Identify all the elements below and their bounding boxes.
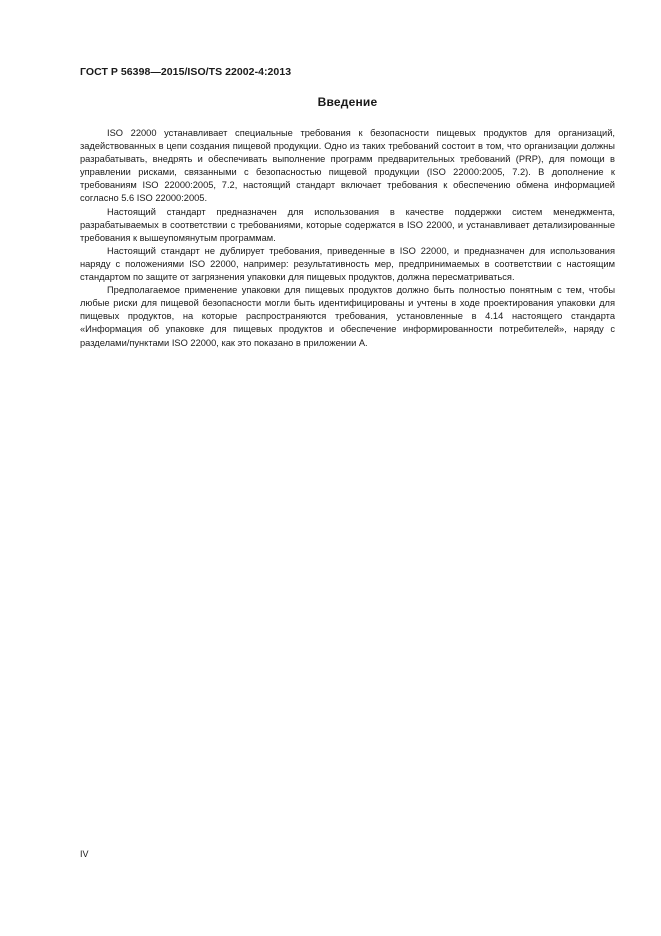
paragraph: Настоящий стандарт не дублирует требования, приведенные в ISO 22000, и предназначен для использования наряду с положениями ISO 22000, например: результативность мер, предпринимаемых в соответствии с настоящим стандартом по защите от загрязнения упаковки для пищевых продуктов, должна пересматриваться.: [80, 245, 615, 283]
paragraph: Настоящий стандарт предназначен для использования в качестве поддержки систем менеджмента, разрабатываемых в соответствии с требованиями, которые содержатся в ISO 22000, и устанавливает детализированные требования к вышеупомянутым программам.: [80, 206, 615, 243]
paragraph: ISO 22000 устанавливает специальные требования к безопасности пищевых продуктов для организаций, задействованных в цепи создания пищевой продукции. Одно из таких требований состоит в том, что организации должны разрабатывать, внедрять и обеспечивать выполнение программ предварительных требований (PRP), для помощи в управлении рисками, связанными с безопасностью пищевой продукции (ISO 22000:2005, 7.2). В дополнение к требованиям ISO 22000:2005, 7.2, настоящий стандарт включает требования к обеспечению обмена информацией согласно 5.6 ISO 22000:2005.: [80, 128, 615, 204]
paragraph: Предполагаемое применение упаковки для пищевых продуктов должно быть полностью понятным с тем, чтобы любые риски для пищевой безопасности могли быть идентифицированы и учтены в ходе проектирования упаковки для пищевых продуктов, на которые распространяются требования, установленные в 4.14 настоящего стандарта «Информация об упаковке для пищевых продуктов и обеспечение информированности потребителей», наряду с разделами/пунктами ISO 22000, как это показано в приложении А.: [80, 285, 615, 348]
standard-header: ГОСТ Р 56398—2015/ISO/TS 22002-4:2013: [80, 66, 292, 78]
section-title: Введение: [317, 95, 378, 109]
introduction-body: [80, 127, 615, 350]
page-number: IV: [80, 849, 89, 859]
